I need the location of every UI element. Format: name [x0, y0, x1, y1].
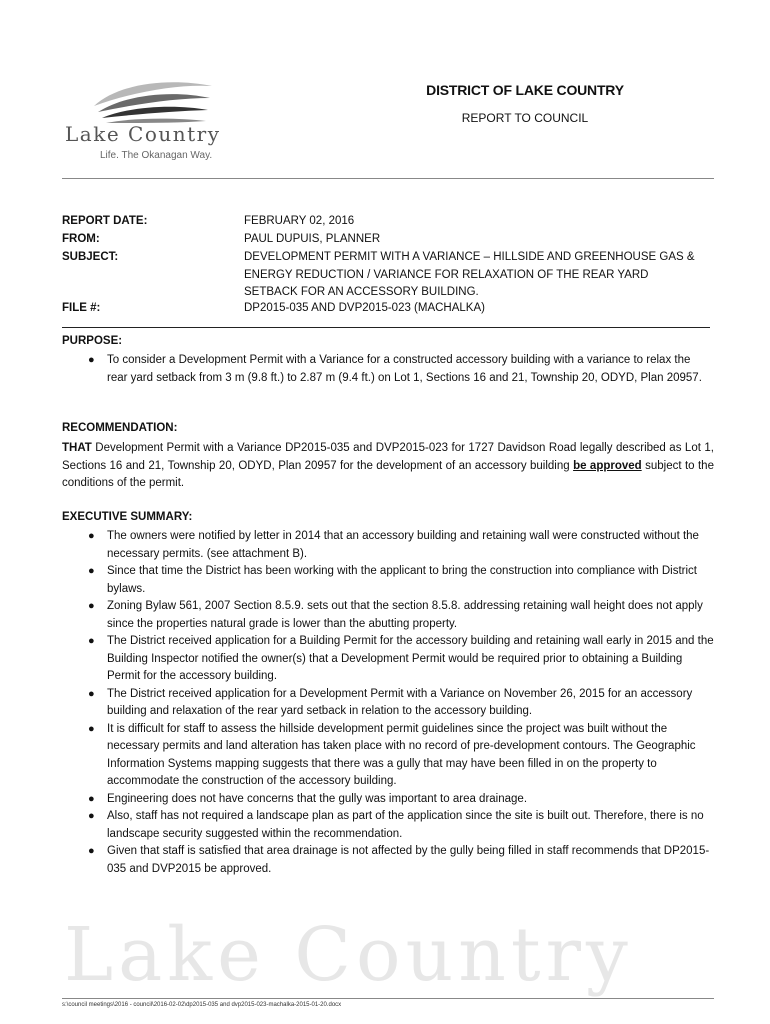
bullet-icon: ●: [88, 635, 95, 647]
recommendation-tail: subject to the conditions of the permit.: [62, 459, 714, 489]
list-item: [62, 791, 714, 809]
bullet-icon: ●: [88, 354, 95, 366]
bullet-icon: ●: [88, 845, 95, 857]
executive-summary-list: [62, 528, 714, 878]
list-item: [62, 843, 714, 878]
bullet-icon: ●: [88, 792, 95, 805]
list-item: [62, 528, 714, 563]
watermark: Lake Country: [64, 912, 633, 998]
from-value: PAUL DUPUIS, PLANNER: [244, 233, 381, 245]
summary-text: The District received application for a Development Permit with a Variance on November 26, 2015 for an accessory building and relaxation of the rear yard setback in relation to the accessory building.: [107, 687, 693, 717]
file-number-label: FILE #:: [62, 302, 101, 314]
logo-tagline: Life. The Okanagan Way.: [100, 150, 213, 161]
summary-text: The owners were notified by letter in 2014 that an accessory building and retaining wall were constructed without the necessary permits. (see attachment B).: [107, 530, 699, 560]
bullet-icon: ●: [88, 722, 95, 735]
list-item: [62, 721, 714, 791]
header-divider: [62, 178, 714, 179]
summary-text: Zoning Bylaw 561, 2007 Section 8.5.9. sets out that the section 8.5.8. addressing retaining wall height does not apply since the properties natural grade is lower than the abutting property.: [107, 600, 703, 630]
list-item: [62, 633, 714, 686]
report-date-value: FEBRUARY 02, 2016: [244, 215, 355, 227]
metadata-divider: [62, 327, 710, 328]
list-item: [62, 563, 714, 598]
summary-text: Engineering does not have concerns that the gully was important to area drainage.: [107, 792, 528, 805]
subject-label: SUBJECT:: [62, 251, 119, 263]
executive-summary-heading: EXECUTIVE SUMMARY:: [62, 511, 193, 523]
recommendation-lead: THAT: [62, 442, 92, 454]
recommendation-text: Development Permit with a Variance DP2015-035 and DVP2015-023 for 1727 Davidson Road legally described as Lot 1, Sections 16 and 21, Township 20, ODYD, Plan 20957 for the development of an accessory building: [62, 442, 714, 472]
purpose-list: [62, 352, 714, 387]
bullet-icon: ●: [88, 530, 95, 542]
list-item: [62, 352, 714, 387]
purpose-text: To consider a Development Permit with a Variance for a constructed accessory building with a variance to relax the rear yard setback from 3 m (9.8 ft.) to 2.87 m (9.4 ft.) on Lot 1, Sections 16 and 21, Township 20, ODYD, Plan 20957.: [107, 354, 702, 384]
summary-text: Also, staff has not required a landscape plan as part of the application since the site is built out. Therefore, there is no landscape security suggested within the recommendation.: [107, 810, 704, 840]
purpose-heading: PURPOSE:: [62, 335, 123, 347]
file-number-value: DP2015-035 AND DVP2015-023 (MACHALKA): [244, 302, 485, 314]
document-subtitle: REPORT TO COUNCIL: [461, 111, 589, 125]
from-label: FROM:: [62, 233, 100, 245]
bullet-icon: ●: [88, 565, 95, 577]
list-item: [62, 686, 714, 721]
list-item: [62, 808, 714, 843]
footer-file-path: s:\council meetings\2016 - council\2016-02-02\dp2015-035 and dvp2015-023-machalka-2015-01-20.docx: [62, 1002, 342, 1008]
subject-value: DEVELOPMENT PERMIT WITH A VARIANCE – HILLSIDE AND GREENHOUSE GAS & ENERGY REDUCTION / VARIANCE FOR RELAXATION OF THE REAR YARD SETBACK FOR AN ACCESSORY BUILDING.: [244, 251, 695, 298]
summary-text: Since that time the District has been working with the applicant to bring the construction into compliance with District bylaws.: [107, 565, 697, 595]
footer-divider: [62, 998, 714, 999]
report-date-label: REPORT DATE:: [62, 215, 148, 227]
recommendation-heading: RECOMMENDATION:: [62, 422, 178, 434]
document-title: DISTRICT OF LAKE COUNTRY: [426, 82, 624, 98]
list-item: [62, 598, 714, 633]
summary-text: Given that staff is satisfied that area drainage is not affected by the gully being filled in staff recommends that DP2015-035 and DVP2015 be approved.: [107, 845, 710, 875]
logo-wordmark: Lake Country: [65, 122, 221, 146]
bullet-icon: ●: [88, 810, 95, 822]
bullet-icon: ●: [88, 687, 95, 700]
bullet-icon: ●: [88, 600, 95, 612]
recommendation-paragraph: [62, 440, 714, 493]
summary-text: The District received application for a Building Permit for the accessory building and retaining wall early in 2015 and the Building Inspector notified the owner(s) that a Development Permit would be required prior to obtaining a Building Permit for the accessory building.: [107, 635, 714, 682]
summary-text: It is difficult for staff to assess the hillside development permit guidelines since the project was built without the necessary permits and land alteration has taken place with no record of pre-development contours. The Geographic Information Systems mapping suggests that there was a gully that may have been filled in on the property to accommodate the construction of the accessory building.: [107, 722, 696, 787]
recommendation-emphasis: be approved: [573, 459, 642, 472]
